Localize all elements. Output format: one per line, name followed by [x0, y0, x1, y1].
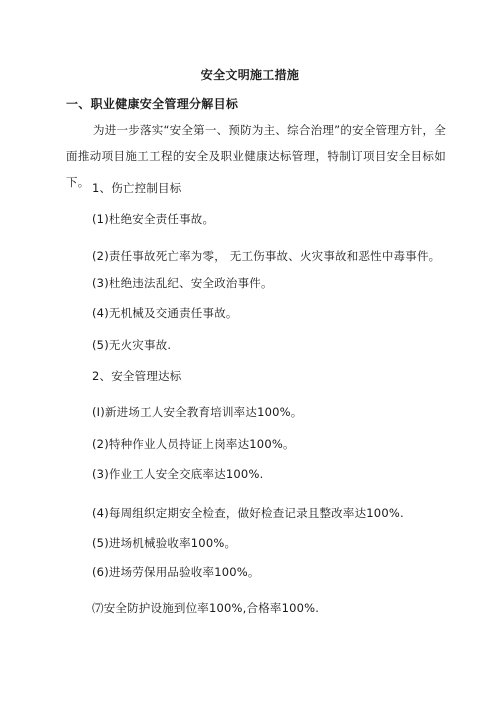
casualty-item-1: (1)杜绝安全责任事故。: [92, 212, 215, 226]
document-title: 安全文明施工措施: [200, 68, 300, 82]
casualty-control-heading: 1、伤亡控制目标: [92, 181, 182, 195]
safety-item-6: (6)进场劳保用品验收率100%。: [92, 565, 260, 579]
safety-item-7: ⑺安全防护设施到位率100%,合格率100%.: [92, 601, 320, 615]
safety-management-heading: 2、安全管理达标: [92, 369, 182, 383]
casualty-item-2: (2)责任事故死亡率为零， 无工伤事故、火灾事故和恶性中毒事件。: [92, 249, 441, 263]
casualty-item-5: (5)无火灾事故.: [92, 338, 172, 352]
safety-item-3: (3)作业工人安全交底率达100%.: [92, 467, 264, 481]
safety-item-1: (I)新进场工人安全教育培训率达100%。: [92, 405, 303, 419]
safety-item-2: (2)特种作业人员持证上岗率达100%。: [92, 437, 295, 451]
section-heading: 一、职业健康安全管理分解目标: [66, 97, 239, 111]
intro-paragraph: 为进一步落实“安全第一、预防为主、综合治理”的安全管理方针，全面推动项目施工工程的安全及职业健康达标管理，特制订项目安全目标如下。: [66, 123, 446, 189]
casualty-item-4: (4)无机械及交通责任事故。: [92, 306, 238, 320]
safety-item-4: (4)每周组织定期安全检查，做好检查记录且整改率达100%.: [92, 506, 404, 520]
safety-item-5: (5)进场机械验收率100%。: [92, 536, 237, 550]
casualty-item-3: (3)杜绝违法乱纪、安全政治事件。: [92, 276, 273, 290]
